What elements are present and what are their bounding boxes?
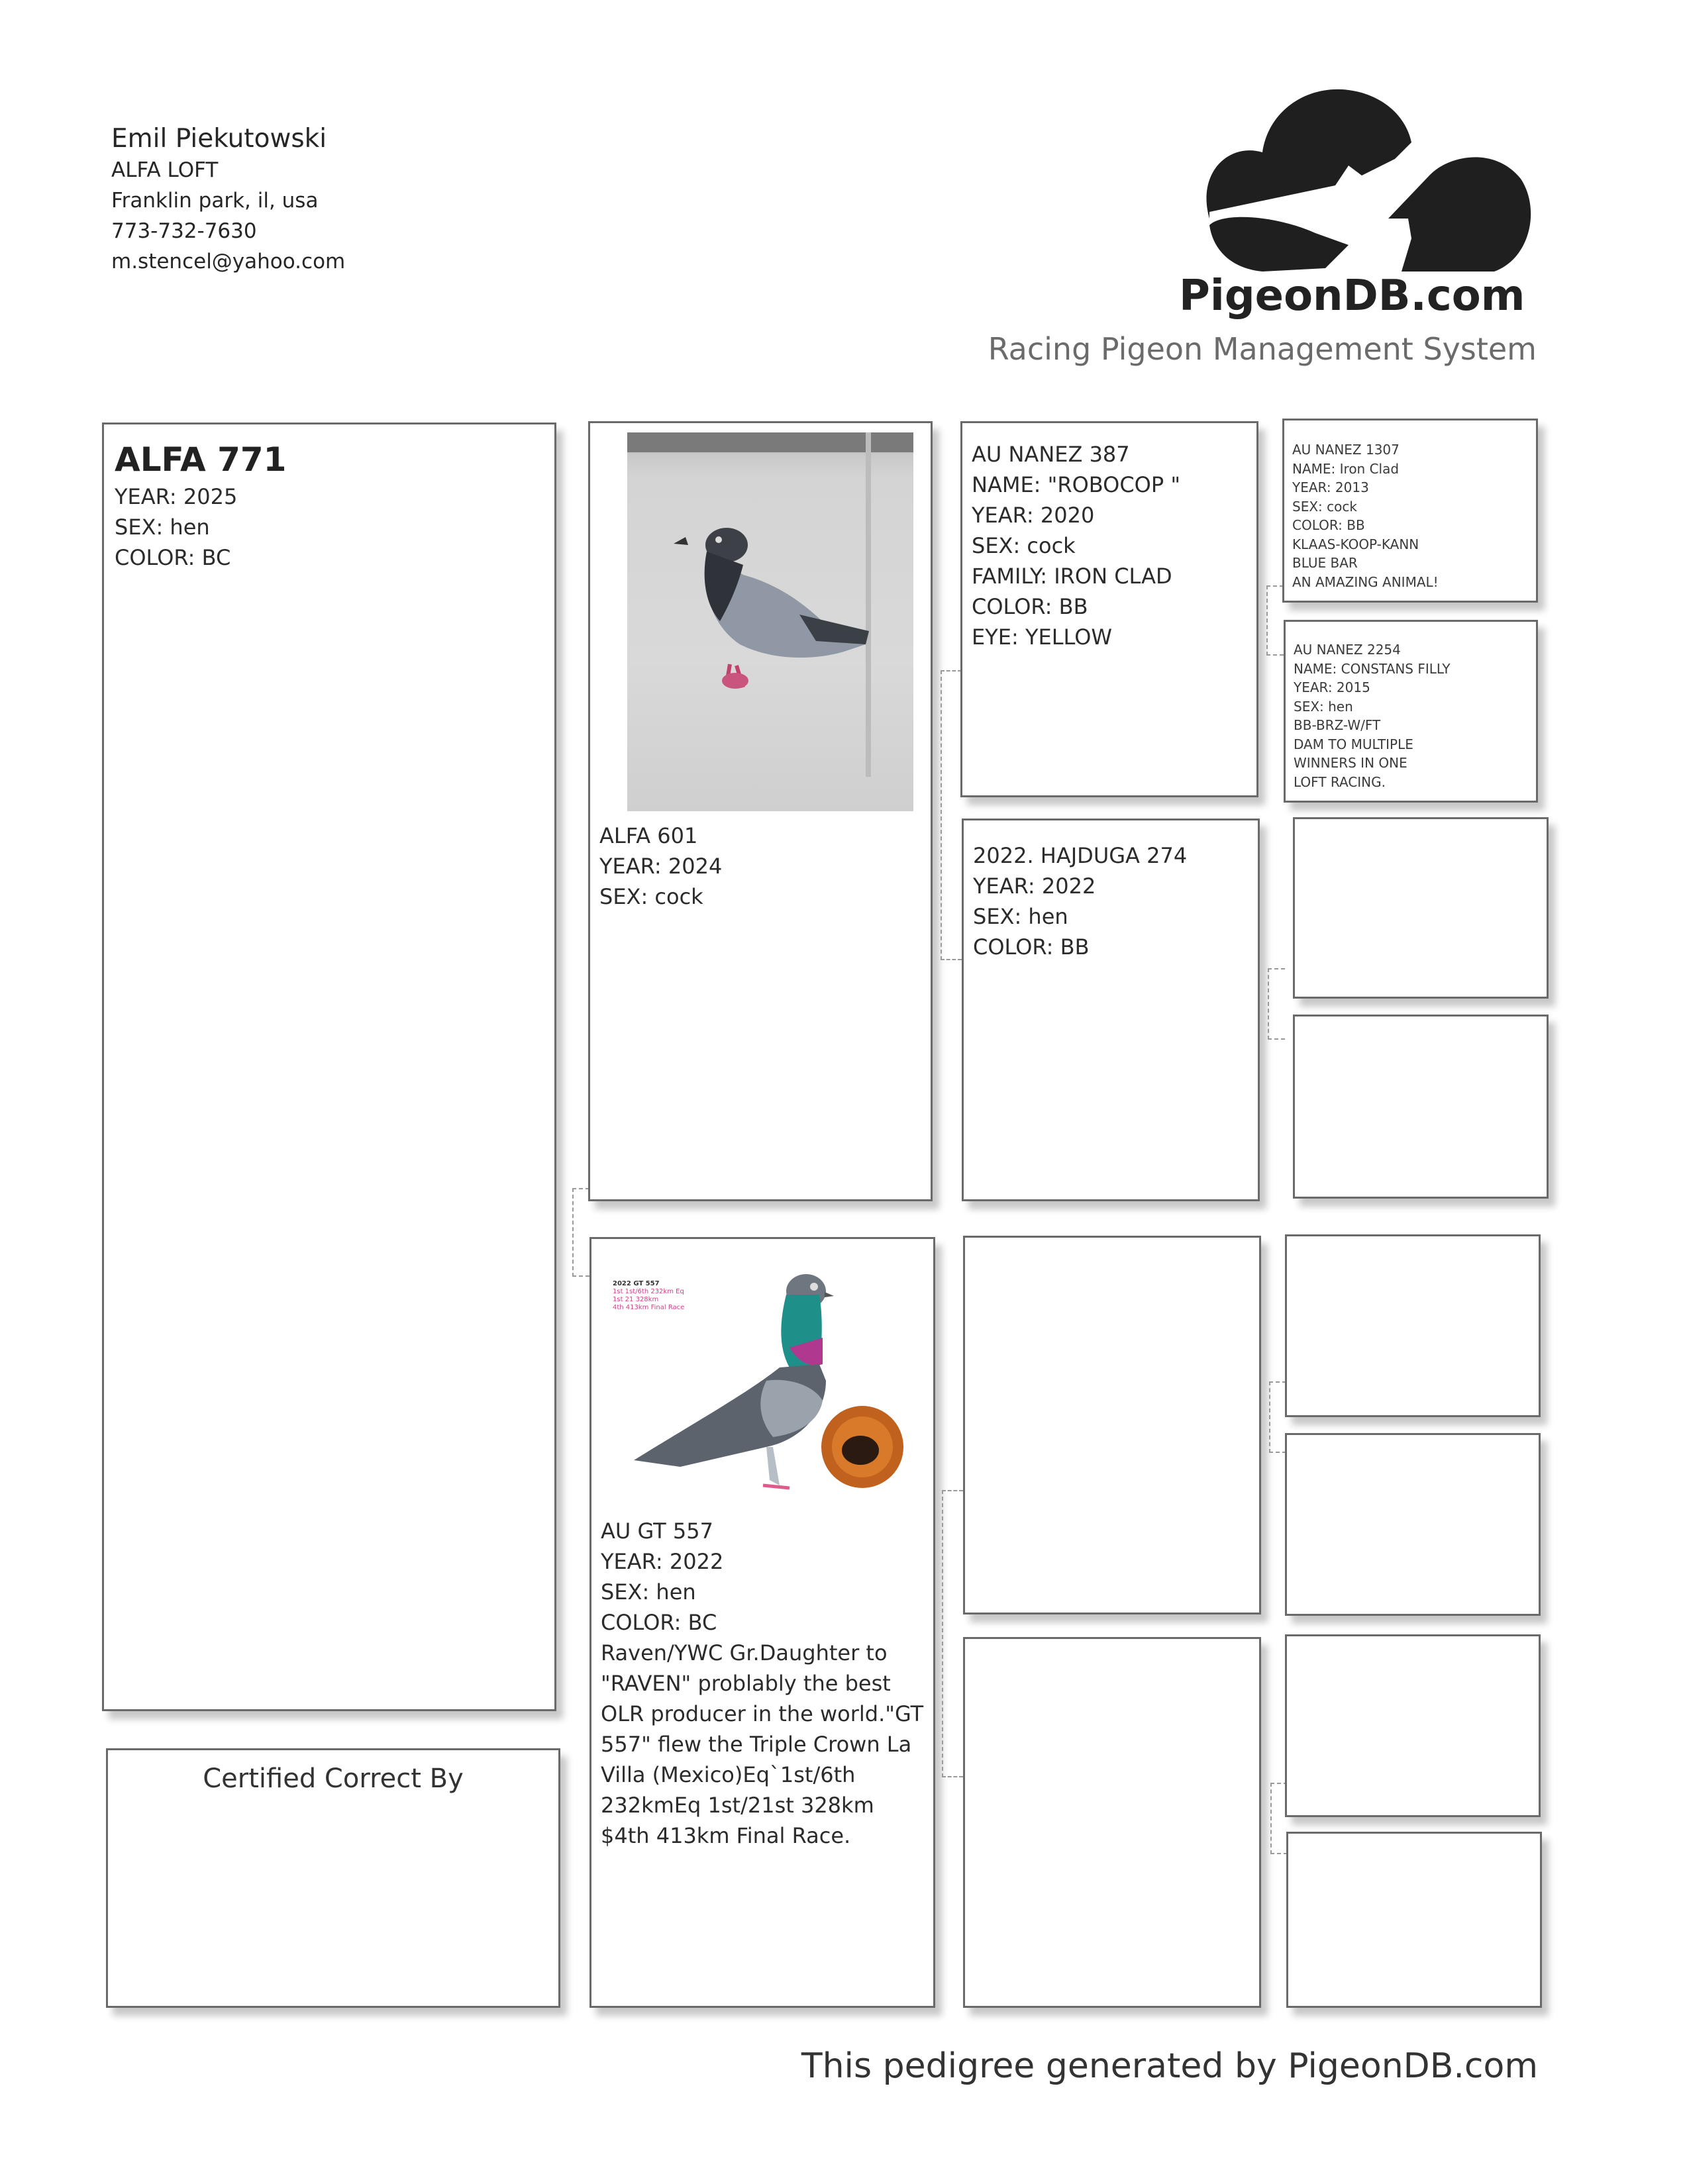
ggp-line: DAM TO MULTIPLE [1294, 736, 1413, 752]
gp-line: 2022. HAJDUGA 274 [973, 843, 1188, 868]
brand-tagline: Racing Pigeon Management System [988, 331, 1537, 367]
subject-color: COLOR: BC [115, 545, 231, 570]
great-grandparent-card-empty [1286, 1832, 1542, 2008]
photo-caption-line: 4th 413km Final Race [613, 1304, 685, 1311]
sire-card [588, 421, 933, 1201]
dam-note: OLR producer in the world."GT [601, 1701, 924, 1726]
ggp-line: AU NANEZ 2254 [1294, 642, 1401, 658]
footer-text: This pedigree generated by PigeonDB.com [801, 2046, 1538, 2086]
ggp-line: KLAAS-KOOP-KANN [1292, 536, 1419, 552]
gp-line: SEX: cock [972, 533, 1076, 558]
gp-line: AU NANEZ 387 [972, 442, 1130, 467]
dam-note: 557" flew the Triple Crown La [601, 1732, 912, 1757]
grandparent-card-empty [963, 1236, 1261, 1614]
ggp-line: YEAR: 2013 [1292, 479, 1369, 495]
ggp-line: BLUE BAR [1292, 555, 1358, 571]
subject-ring: ALFA 771 [115, 440, 287, 479]
gp-line: FAMILY: IRON CLAD [972, 564, 1172, 589]
gp-line: YEAR: 2022 [973, 873, 1096, 899]
dam-note: Villa (Mexico)Eq`1st/6th [601, 1762, 856, 1787]
photo-caption-line: 1st 21 328km [613, 1296, 659, 1303]
sire-ring: ALFA 601 [599, 823, 698, 848]
owner-name: Emil Piekutowski [111, 124, 327, 154]
dam-color: COLOR: BC [601, 1610, 717, 1635]
ggp-line: COLOR: BB [1292, 517, 1365, 533]
gp-line: EYE: YELLOW [972, 624, 1113, 650]
great-grandparent-card [1284, 620, 1538, 803]
great-grandparent-card-empty [1285, 1234, 1541, 1417]
ggp-line: LOFT RACING. [1294, 773, 1386, 790]
gp-line: COLOR: BB [973, 934, 1090, 960]
cloud-with-pigeon-icon [1183, 79, 1541, 278]
great-grandparent-card [1282, 419, 1538, 603]
connector-line [942, 1490, 963, 1777]
subject-sex: SEX: hen [115, 515, 210, 540]
ggp-line: NAME: Iron Clad [1292, 460, 1400, 477]
ggp-line: AU NANEZ 1307 [1292, 442, 1400, 458]
photo-caption-line: 1st 1st/6th 232km Eq [613, 1288, 684, 1295]
connector-line [572, 1188, 589, 1277]
ggp-line: YEAR: 2015 [1294, 679, 1370, 695]
great-grandparent-card-empty [1293, 1015, 1549, 1199]
sire-year: YEAR: 2024 [599, 854, 723, 879]
dam-note: "RAVEN" problably the best [601, 1671, 891, 1696]
gp-line: SEX: hen [973, 904, 1068, 929]
owner-info [111, 123, 345, 277]
great-grandparent-card-empty [1285, 1634, 1541, 1817]
owner-phone: 773-732-7630 [111, 219, 257, 243]
connector-line [1268, 968, 1285, 1040]
photo-caption-title: 2022 GT 557 [613, 1280, 660, 1287]
dam-note: 232kmEq 1st/21st 328km [601, 1793, 874, 1818]
loft-name: ALFA LOFT [111, 158, 219, 182]
ggp-line: SEX: cock [1292, 498, 1357, 515]
certified-box [106, 1748, 560, 2008]
great-grandparent-card-empty [1285, 1433, 1541, 1616]
gp-line: YEAR: 2020 [972, 503, 1095, 528]
ggp-line: AN AMAZING ANIMAL! [1292, 573, 1439, 590]
gp-line: NAME: "ROBOCOP " [972, 472, 1181, 497]
grandparent-card-empty [963, 1637, 1261, 2008]
subject-card [102, 422, 556, 1711]
certified-label: Certified Correct By [203, 1763, 464, 1794]
owner-location: Franklin park, il, usa [111, 189, 319, 213]
ggp-line: BB-BRZ-W/FT [1294, 717, 1381, 733]
grandparent-card [962, 819, 1260, 1201]
dam-ring: AU GT 557 [601, 1518, 713, 1544]
great-grandparent-card-empty [1293, 817, 1549, 999]
dam-year: YEAR: 2022 [601, 1549, 724, 1574]
dam-note: Raven/YWC Gr.Daughter to [601, 1640, 888, 1665]
dam-sex: SEX: hen [601, 1579, 696, 1605]
ggp-line: WINNERS IN ONE [1294, 755, 1407, 771]
connector-line [1266, 585, 1284, 656]
connector-line [1269, 1381, 1286, 1453]
brand-name: PigeonDB.com [1179, 272, 1525, 321]
ggp-line: SEX: hen [1294, 698, 1353, 715]
pigeon-photo-with-eye [601, 1248, 921, 1507]
dam-card [589, 1237, 935, 2008]
gp-line: COLOR: BB [972, 594, 1088, 619]
pigeon-photo [627, 432, 913, 811]
connector-line [941, 670, 962, 960]
ggp-line: NAME: CONSTANS FILLY [1294, 660, 1451, 677]
sire-sex: SEX: cock [599, 884, 703, 909]
subject-year: YEAR: 2025 [115, 484, 238, 509]
owner-email: m.stencel@yahoo.com [111, 250, 346, 273]
dam-note: $4th 413km Final Race. [601, 1823, 851, 1848]
grandparent-card [960, 421, 1258, 797]
